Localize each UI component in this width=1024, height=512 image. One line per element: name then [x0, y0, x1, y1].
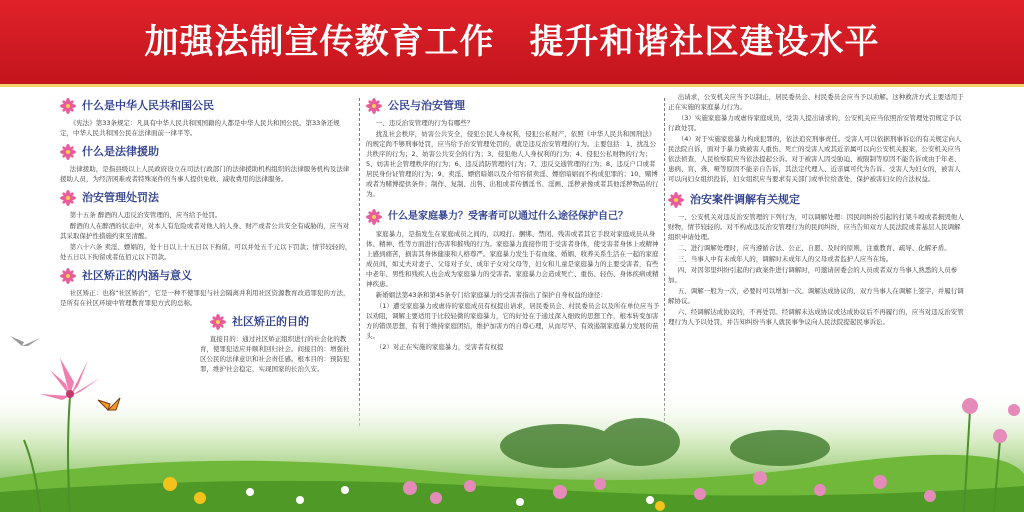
section-heading-text: 什么是中华人民共和国公民	[82, 99, 214, 112]
section-paragraph: 一、公安机关对违反治安管理的下列行为，可以调解处理：因民间纠纷引起的打架斗殴或者损毁他人财物，情节较轻的。对不构成违反治安管理行为的民间纠纷，应当告知双方人民法院或者基层人民调解组织申请处理。	[668, 213, 964, 241]
section-heading	[366, 98, 661, 114]
section-paragraph: （4）对于实施家庭暴力构成犯罪的，依法追究刑事责任。受害人可以依据刑事诉讼的有关规定向人民法院自诉，面对于暴力致被害人重伤、死亡的受害人或其近亲属可以向公安机关报案，公安机关应当依法侦查，人民检察院应当依法提起公诉。对于被害人因受胁迫、被限制等原因不能告诉或由于年老、患病、盲、聋、哑等原因不能亲自告诉，其法定代理人、近亲属可代为告诉。受害人为妇女的，被害人可以向妇女组织投诉，妇女组织应当要求有关部门或单位给查处，保护被害妇女的合法权益。	[668, 135, 962, 183]
section-heading-text: 社区矫正的内涵与意义	[82, 269, 192, 282]
section-heading	[668, 192, 966, 208]
section-public-security-penalty	[60, 190, 352, 262]
section-heading-text: 社区矫正的目的	[232, 315, 309, 328]
section-paragraph: 《宪法》第33条规定：凡具有中华人民共和国国籍的人都是中华人民共和国公民。第33条还规定，中华人民共和国公民在法律面前一律平等。	[60, 119, 340, 137]
flower-icon	[366, 98, 382, 114]
flower-icon	[210, 314, 226, 330]
section-paragraph: （1）遭受家庭暴力或虐待的家庭成员有权提出请求，居民委员会、村民委员会以及所在单位应当予以劝阻，调解主要适用于比较轻微的家庭暴力，它的好处在于通过深入细致的思想工作，根本转变加害方的错误思想，有利于维持家庭团结，维护加害方的自尊心理，从而尽早、有效遏制家庭暴力发展的苗头。	[366, 302, 660, 340]
pink-flowers-decoration	[934, 370, 1024, 512]
section-paragraph: 法律援助，是指县级以上人民政府设立在司法行政部门的法律援助机构组织的法律服务机构及法律援助人员，为经济困难或者特殊案件的当事人提供免收、减收费用的法律服务。	[60, 165, 350, 183]
section-paragraph: 新婚姻法第43条和第45条专门给家庭暴力的受害者指出了保护自身权益的途径：	[375, 291, 607, 299]
meadow-scenery	[0, 388, 1024, 512]
flower-icon	[60, 144, 76, 160]
section-paragraph: 出请求，公安机关应当予以制止，居民委员会、村民委员会应当予以劝解。这种救济方式主要适用于正在实施的家庭暴力行为。	[668, 93, 964, 111]
section-mediation	[668, 192, 966, 327]
flower-icon	[366, 209, 382, 225]
section-paragraph: 一、违反治安管理的行为有哪些？	[375, 119, 474, 127]
section-domestic-violence	[366, 209, 661, 352]
flower-icon	[60, 190, 76, 206]
section-heading	[60, 190, 352, 206]
title-banner	[0, 0, 1024, 87]
banner-title: 加强法制宣传教育工作 提升和谐社区建设水平	[144, 22, 880, 62]
section-paragraph: 五、调解一般为一次，必要时可以增加一次。调解达成协议的，双方当事人在调解上签字，并履行调解协议。	[668, 287, 964, 305]
section-paragraph: 第六十六条 卖淫、嫖娼的，处十日以上十五日以下拘留，可以并处五千元以下罚款；情节较轻的，处五日以下拘留或者伍佰元以下罚款。	[60, 243, 352, 261]
section-paragraph: 四、对因邻里纠纷引起的行政案件进行调解时，可邀请居委会的人员或者双方当事人熟悉的人员参加。	[668, 266, 958, 284]
section-paragraph: （2）对正在实施的家庭暴力，受害者有权提	[375, 343, 504, 351]
section-paragraph: 家庭暴力，是指发生在家庭成员之间的，以殴打、捆绑、禁闭、残害或者其它手段对家庭成员从身体、精神、性等方面进行伤害和摧残的行为。家庭暴力直接作用于受害者身体，使受害者身体上或精神上感到痛苦，损害其身体健康和人格尊严。家庭暴力发生于有血缘、婚姻、收养关系生活在一起的家庭成员间，如丈夫对妻子、父母对子女、成年子女对父母等，妇女和儿童是家庭暴力的主要受害者，有些中老年、男性和残疾人也会成为家庭暴力的受害者。家庭暴力会造成死亡、重伤、轻伤、身体疾病或精神疾患。	[366, 230, 659, 288]
lily-flower-decoration	[0, 300, 140, 512]
section-paragraph: 二、进行调解处理时，应当遵循合法、公正、自愿、及时的原则，注重教育、疏导、化解矛盾。	[677, 244, 951, 252]
section-citizen	[60, 98, 352, 138]
section-paragraph: 醉酒的人在醉酒的状态中，对本人有危险或者对他人的人身、财产或者公共安全有威胁的，应当对其采取保护性措施约束至清醒。	[60, 222, 350, 240]
section-citizen-public-security	[366, 98, 661, 199]
section-paragraph: 第十五条 醉酒的人违反治安管理的，应当给予处罚。	[69, 211, 222, 219]
section-heading-text: 治安案件调解有关规定	[690, 193, 800, 206]
section-paragraph: 社区矫正：也称“社区矫治”，它是一种不使罪犯与社会隔离并利用社区资源教育改造罪犯的方法，是所有在社区环境中管理教育罪犯方式的总称。	[60, 289, 350, 307]
section-heading	[60, 98, 352, 114]
section-heading	[366, 209, 661, 225]
section-heading-text: 什么是法律援助	[82, 145, 159, 158]
flower-icon	[60, 98, 76, 114]
flower-icon	[60, 268, 76, 284]
section-heading-text: 什么是家庭暴力？受害者可以通过什么途径保护自己？	[388, 211, 628, 222]
section-paragraph: 直接目的：通过社区矫正组织进行的社会化的教育，使罪犯适应并顺利回归社会。间接目的：增强社区公民的法律意识和社会责任感。根本目的：预防犯罪，维护社会稳定，实现国家的长治久安。	[200, 335, 350, 373]
section-paragraph: （3）实施家庭暴力或虐待家庭成员，受害人提出请求的，公安机关应当依照治安管理处罚规定予以行政处罚。	[668, 114, 962, 132]
column-divider	[359, 98, 360, 426]
section-heading	[60, 268, 352, 284]
section-paragraph: 三、当事人中有未成年人的，调解时未成年人的父母或者监护人应当在场。	[677, 255, 893, 263]
section-paragraph: 扰乱社会秩序，妨害公共安全，侵犯公民人身权利，侵犯公私财产，依照《中华人民共和国刑法》的规定尚不够刑事处罚，应当给予治安管理处罚的，就是违反治安管理的行为。主要包括：1、扰乱公共秩序的行为；2、妨害公共安全的行为；3、侵犯他人人身权利的行为；4、侵犯公私财物的行为；5、妨害社会管理秩序的行为；6、违反消防管理的行为；7、违反交通管理的行为；8、违反户口或者居民身份证管理的行为；9、卖淫、嫖宿暗娼以及介绍容留卖淫、嫖宿暗娼而不构成犯罪的；10、赌博或者为赌博提供条件；制作、复制、出售、出租或者传播淫书、淫画、淫秽录像或者其他淫秽物品的行为。	[366, 130, 659, 198]
section-heading	[60, 144, 352, 160]
flower-icon	[668, 192, 684, 208]
section-heading	[210, 314, 352, 330]
section-legal-aid	[60, 144, 352, 184]
section-heading-text: 公民与治安管理	[388, 99, 465, 112]
section-heading-text: 治安管理处罚法	[82, 191, 159, 204]
section-paragraph: 六、经调解达成协议的，不再处罚。经调解未达成协议或达成协议后不再履行的，应当对违反治安管理行为人予以处罚，并告知纠纷当事人就民事争议向人民法院提起民事诉讼。	[668, 308, 964, 326]
column-divider	[664, 98, 665, 426]
